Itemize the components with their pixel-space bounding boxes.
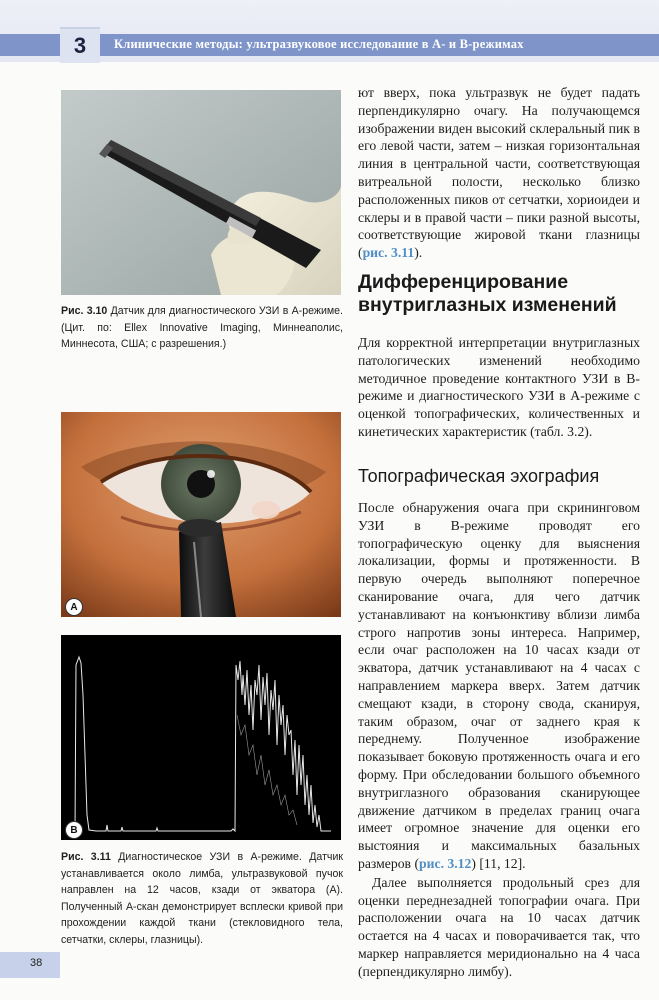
figure-3-11-panel-b-label: B [65,821,83,839]
paragraph-2-block [358,334,640,441]
paragraph-2: Для корректной интерпретации внутриглазных патологических изменений необходимо методичное проведение контактного УЗИ в В-режиме и диагностического УЗИ в А-режиме с оценкой топографических, количественных и кинетических характеристик (табл. 3.2). [358,335,640,439]
paragraph-3-block [358,499,640,981]
figure-3-11-caption-text: Диагностическое УЗИ в А-режиме. Датчик устанавливается около лимба, ультразвуковой пучок направлен на 12 часов, кзади от экватора (A). Полученный А-скан демонстрирует всплески кривой при прохождении каждой ткани (стекловидного тела, сетчатки, склеры, глазницы). [61,851,344,946]
section-heading: Дифференцирование внутриглазных изменений [358,271,617,316]
paragraph-3-end: ) [11, 12]. [471,855,526,871]
figure-3-11a-eye-photo [61,412,341,617]
figure-3-11-reference-link[interactable]: рис. 3.11 [362,245,415,261]
page-number: 38 [30,957,43,969]
paragraph-1-text: ют вверх, пока ультразвук не будет падать перпендикулярно очагу. На получающемся изображении виден высокий склеральный пик в его левой части, затем – низкая горизонтальная линия в центральной части, соответствующая витреальной полости, несколько близко расположенных пиков от сетчатки, хориоидеи и склеры и в правой части – пики разной высоты, соответствующие жировой ткани глазницы ( [358,85,640,261]
paragraph-continued [358,84,640,262]
paragraph-3 [358,499,640,873]
paragraph-1-end: ). [414,245,423,261]
figure-3-10-caption-label: Рис. 3.10 [61,305,108,317]
figure-3-10-caption [61,303,343,353]
figure-3-11b-a-scan-trace [61,635,341,840]
paragraph-4: Далее выполняется продольный срез для оценки переднезадней топографии очага. При расположении очага на 10 часах датчик остается на 4 часах и поворачивается так, что маркер направляется меридионально на 4 часа (перпендикулярно лимбу). [358,874,640,979]
running-header-title: Клинические методы: ультразвуковое исследование в А- и В-режимах [114,37,524,51]
figure-3-10-probe-photo [61,90,341,295]
figure-3-11-panel-a-label: A [65,598,83,616]
paragraph-1 [358,84,640,262]
figure-3-11-caption [61,849,343,948]
figure-3-12-reference-link[interactable]: рис. 3.12 [419,855,472,871]
figure-3-11-caption-label: Рис. 3.11 [61,851,111,863]
chapter-number: 3 [60,27,100,63]
paragraph-3-text: После обнаружения очага при скрининговом УЗИ в В-режиме проводят его топографическую оценку для выяснения локализации, формы и протяженности. В первую очередь выполняют поперечное сканирование очага, для чего датчик устанавливают на конъюнктиву вблизи лимба строго напротив зоны интереса. Например, если очаг расположен на 10 часах кзади от экватора, датчик устанавливают на 4 часах с направлением маркера вверх. Затем датчик смещают кзади, в сторону свода, сканируя, таким образом, очаг от заднего края к переднему. Полученное изображение показывает боковую протяженность очага и его форму. При обследовании большого объемного внутриглазного образования сканирующее движение датчиком в пределах границ очага имеет огромное значение для оценки его выстояния и максимальных базальных размеров ( [358,500,640,871]
subsection-heading: Топографическая эхография [358,466,600,486]
figure-3-10-caption-text: Датчик для диагностического УЗИ в А-режиме. (Цит. по: Ellex Innovative Imaging, Миннеаполис, Миннесота, США; с разрешения.) [61,305,343,350]
